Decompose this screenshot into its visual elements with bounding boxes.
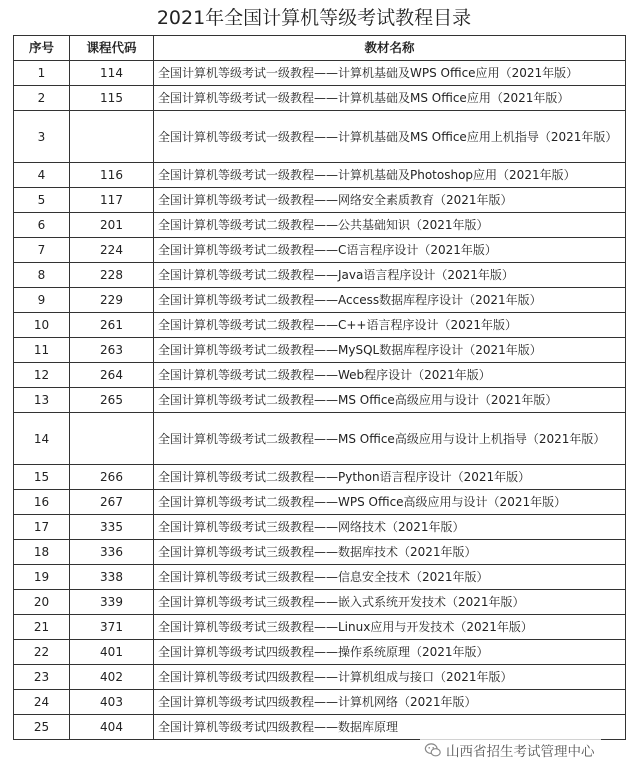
cell-name: 全国计算机等级考试二级教程——C语言程序设计（2021年版） [154,238,626,263]
table-row [14,213,626,238]
wechat-icon [424,741,442,759]
table-row [14,163,626,188]
cell-name: 全国计算机等级考试一级教程——计算机基础及MS Office应用（2021年版） [154,86,626,111]
cell-code: 404 [70,715,154,740]
table-row [14,363,626,388]
table-row [14,665,626,690]
cell-code [70,111,154,163]
cell-index: 7 [14,238,70,263]
column-header-name: 教材名称 [154,36,626,61]
cell-code [70,413,154,465]
table-row [14,515,626,540]
cell-index: 5 [14,188,70,213]
cell-code: 338 [70,565,154,590]
table-row [14,238,626,263]
cell-index: 22 [14,640,70,665]
cell-name: 全国计算机等级考试一级教程——计算机基础及WPS Office应用（2021年版） [154,61,626,86]
cell-index: 4 [14,163,70,188]
cell-index: 21 [14,615,70,640]
cell-code: 339 [70,590,154,615]
table-body [14,61,626,740]
cell-index: 23 [14,665,70,690]
cell-index: 9 [14,288,70,313]
cell-name: 全国计算机等级考试二级教程——Java语言程序设计（2021年版） [154,263,626,288]
table-row [14,413,626,465]
cell-code: 116 [70,163,154,188]
cell-name: 全国计算机等级考试二级教程——MS Office高级应用与设计（2021年版） [154,388,626,413]
cell-code: 371 [70,615,154,640]
table-row [14,715,626,740]
cell-name: 全国计算机等级考试一级教程——计算机基础及MS Office应用上机指导（2021年版） [154,111,626,163]
cell-index: 11 [14,338,70,363]
cell-index: 14 [14,413,70,465]
table-row [14,465,626,490]
cell-index: 3 [14,111,70,163]
cell-code: 114 [70,61,154,86]
cell-code: 228 [70,263,154,288]
cell-name: 全国计算机等级考试二级教程——公共基础知识（2021年版） [154,213,626,238]
cell-index: 8 [14,263,70,288]
page-title: 2021年全国计算机等级考试教程目录 [156,7,472,29]
column-header-index: 序号 [14,36,70,61]
table-row [14,565,626,590]
cell-name: 全国计算机等级考试三级教程——信息安全技术（2021年版） [154,565,626,590]
cell-name: 全国计算机等级考试三级教程——数据库技术（2021年版） [154,540,626,565]
cell-name: 全国计算机等级考试四级教程——数据库原理 [154,715,626,740]
cell-name: 全国计算机等级考试二级教程——MS Office高级应用与设计上机指导（2021年版） [154,413,626,465]
cell-code: 224 [70,238,154,263]
table-row [14,615,626,640]
table-row [14,61,626,86]
cell-name: 全国计算机等级考试二级教程——WPS Office高级应用与设计（2021年版） [154,490,626,515]
table-row [14,690,626,715]
cell-code: 117 [70,188,154,213]
cell-index: 10 [14,313,70,338]
cell-code: 201 [70,213,154,238]
cell-index: 18 [14,540,70,565]
cell-index: 13 [14,388,70,413]
cell-code: 401 [70,640,154,665]
table-row [14,590,626,615]
cell-code: 261 [70,313,154,338]
column-header-code: 课程代码 [70,36,154,61]
table-row [14,188,626,213]
table-row [14,263,626,288]
cell-index: 16 [14,490,70,515]
cell-name: 全国计算机等级考试四级教程——计算机组成与接口（2021年版） [154,665,626,690]
table-row [14,111,626,163]
table-row [14,288,626,313]
cell-index: 17 [14,515,70,540]
cell-name: 全国计算机等级考试三级教程——嵌入式系统开发技术（2021年版） [154,590,626,615]
table-row [14,490,626,515]
cell-code: 336 [70,540,154,565]
cell-code: 265 [70,388,154,413]
cell-name: 全国计算机等级考试二级教程——MySQL数据库程序设计（2021年版） [154,338,626,363]
table-row [14,313,626,338]
cell-code: 229 [70,288,154,313]
table-row [14,388,626,413]
cell-index: 6 [14,213,70,238]
cell-index: 12 [14,363,70,388]
table-row [14,640,626,665]
cell-index: 2 [14,86,70,111]
cell-name: 全国计算机等级考试二级教程——Web程序设计（2021年版） [154,363,626,388]
cell-code: 402 [70,665,154,690]
cell-index: 24 [14,690,70,715]
table-row [14,86,626,111]
cell-name: 全国计算机等级考试三级教程——Linux应用与开发技术（2021年版） [154,615,626,640]
cell-index: 25 [14,715,70,740]
catalog-table [13,35,626,740]
cell-index: 19 [14,565,70,590]
watermark-text: 山西省招生考试管理中心 [446,744,595,760]
cell-name: 全国计算机等级考试一级教程——计算机基础及Photoshop应用（2021年版） [154,163,626,188]
cell-name: 全国计算机等级考试四级教程——操作系统原理（2021年版） [154,640,626,665]
cell-index: 20 [14,590,70,615]
cell-name: 全国计算机等级考试四级教程——计算机网络（2021年版） [154,690,626,715]
cell-code: 264 [70,363,154,388]
cell-name: 全国计算机等级考试三级教程——网络技术（2021年版） [154,515,626,540]
cell-code: 266 [70,465,154,490]
cell-code: 115 [70,86,154,111]
cell-name: 全国计算机等级考试二级教程——Python语言程序设计（2021年版） [154,465,626,490]
cell-code: 267 [70,490,154,515]
cell-name: 全国计算机等级考试二级教程——Access数据库程序设计（2021年版） [154,288,626,313]
watermark [420,738,601,762]
cell-name: 全国计算机等级考试二级教程——C++语言程序设计（2021年版） [154,313,626,338]
table-row [14,540,626,565]
table-header-row [14,36,626,61]
cell-code: 263 [70,338,154,363]
cell-code: 335 [70,515,154,540]
cell-name: 全国计算机等级考试一级教程——网络安全素质教育（2021年版） [154,188,626,213]
cell-index: 15 [14,465,70,490]
cell-code: 403 [70,690,154,715]
cell-index: 1 [14,61,70,86]
table-row [14,338,626,363]
